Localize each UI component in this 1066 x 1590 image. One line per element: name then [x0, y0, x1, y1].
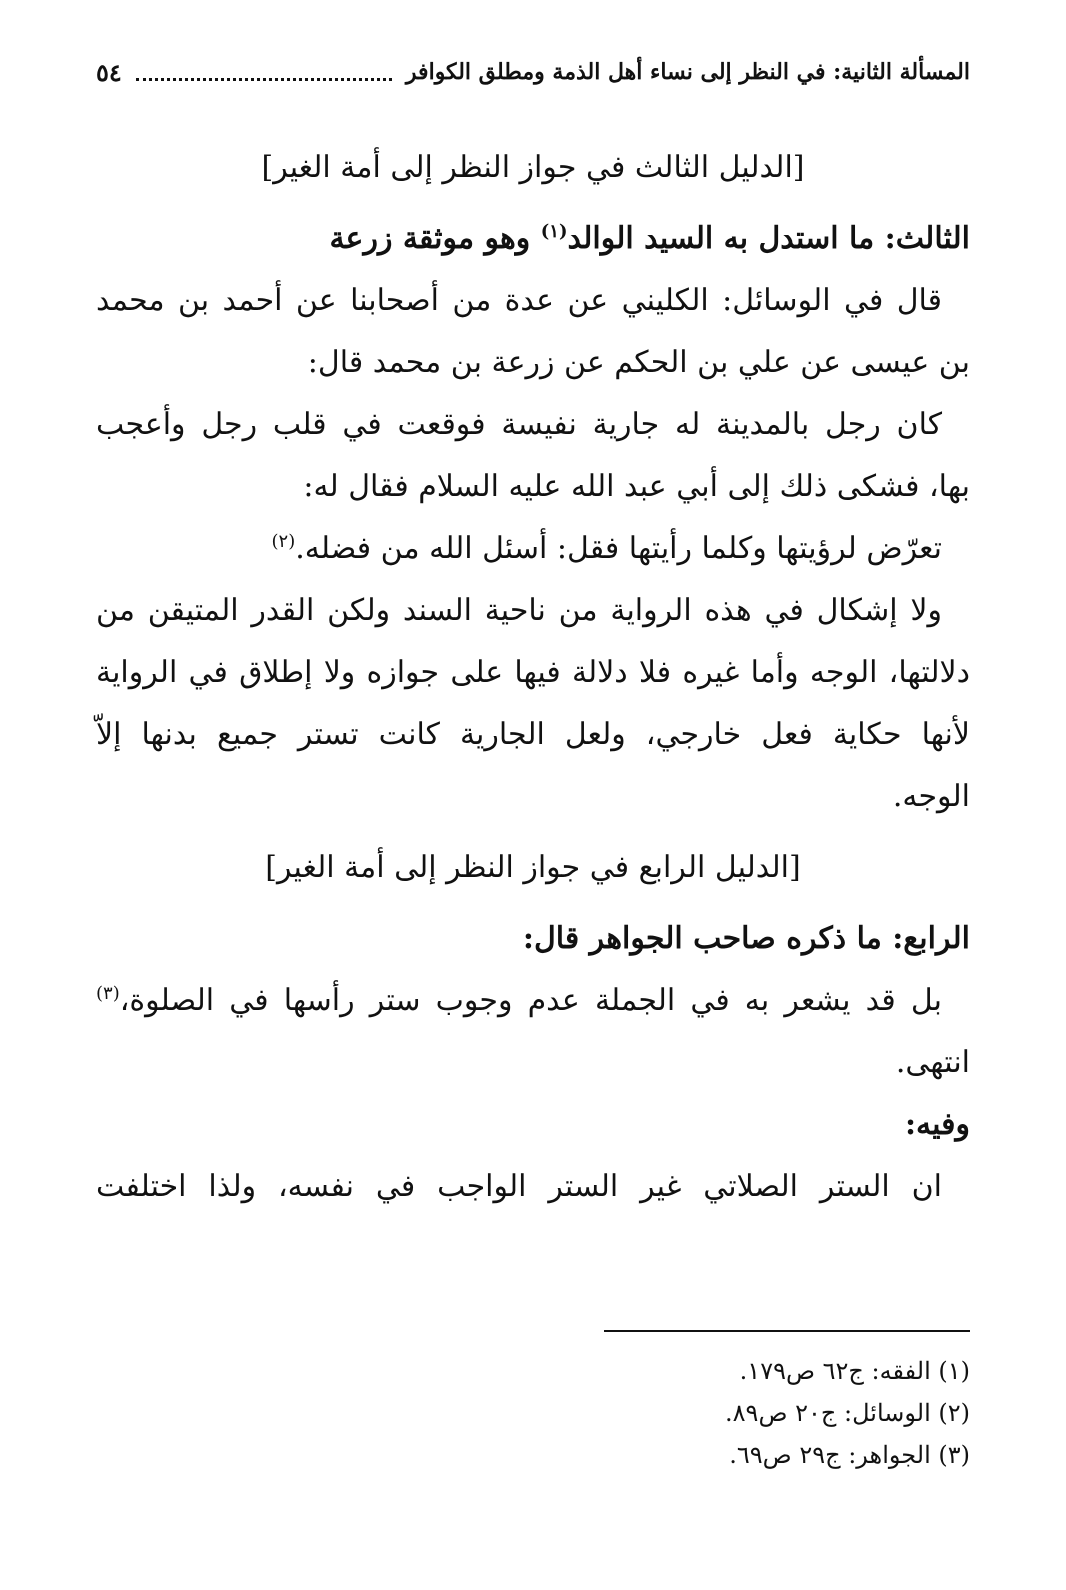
footnote-ref-2: (٢) — [271, 531, 296, 552]
evidence-title-third-text: الثالث: ما استدل به السيد الوالد — [567, 221, 970, 256]
evidence-title-third — [96, 208, 970, 270]
header-title: المسألة الثانية: في النظر إلى نساء أهل الذمة ومطلق الكوافر — [405, 59, 970, 85]
paragraph-line: كان رجل بالمدينة له جارية نفيسة فوقعت في قلب رجل وأعجب — [96, 407, 942, 442]
footnote-1: (١) الفقه: ج٦٢ ص١٧٩. — [739, 1357, 970, 1385]
subheading-critique: وفيه: — [904, 1107, 970, 1142]
paragraph-line: ولا إشكال في هذه الرواية من ناحية السند ولكن القدر المتيقن من — [96, 593, 942, 628]
footnote-ref-1: (١) — [540, 221, 568, 242]
main-text — [96, 128, 970, 1218]
evidence-title-third-text-end: وهو موثقة زرعة — [329, 221, 541, 256]
paragraph-line: الوجه. — [892, 779, 970, 814]
evidence-title-fourth: الرابع: ما ذكره صاحب الجواهر قال: — [522, 921, 970, 956]
paragraph-line: انتهى. — [895, 1045, 970, 1080]
paragraph-line: بها، فشكى ذلك إلى أبي عبد الله عليه السلام فقال له: — [303, 469, 970, 504]
footnote-ref-3: (٣) — [96, 983, 120, 1004]
paragraph-line: بن عيسى عن علي بن الحكم عن زرعة بن محمد قال: — [307, 345, 970, 380]
paragraph-line: لأنها حكاية فعل خارجي، ولعل الجارية كانت تستر جميع بدنها إلاّ — [96, 717, 970, 752]
footnote-separator — [604, 1330, 970, 1332]
paragraph-line: دلالتها، الوجه وأما غيره فلا دلالة فيها على جوازه ولا إطلاق في الرواية — [96, 655, 970, 690]
paragraph-line-text: بل قد يشعر به في الجملة عدم وجوب ستر رأسها في الصلوة، — [119, 983, 942, 1018]
running-header — [96, 50, 970, 94]
header-leader-dots — [136, 64, 392, 81]
page-number: ٥٤ — [96, 57, 122, 87]
footnote-2: (٢) الوسائل: ج٢٠ ص٨٩. — [725, 1399, 970, 1427]
footnote-3: (٣) الجواهر: ج٢٩ ص٦٩. — [729, 1441, 970, 1469]
paragraph-line: ان الستر الصلاتي غير الستر الواجب في نفسه، ولذا اختلفت — [96, 1169, 942, 1204]
section-heading-third-evidence: [الدليل الثالث في جواز النظر إلى أمة الغير] — [261, 150, 805, 185]
paragraph-quote — [96, 518, 970, 580]
paragraph-line — [96, 970, 970, 1032]
paragraph-line: قال في الوسائل: الكليني عن عدة من أصحابنا عن أحمد بن محمد — [96, 283, 942, 318]
footnotes — [96, 1350, 970, 1476]
section-heading-fourth-evidence: [الدليل الرابع في جواز النظر إلى أمة الغير] — [265, 850, 801, 885]
quote-text: تعرّض لرؤيتها وكلما رأيتها فقل: أسئل الله من فضله. — [295, 531, 942, 566]
